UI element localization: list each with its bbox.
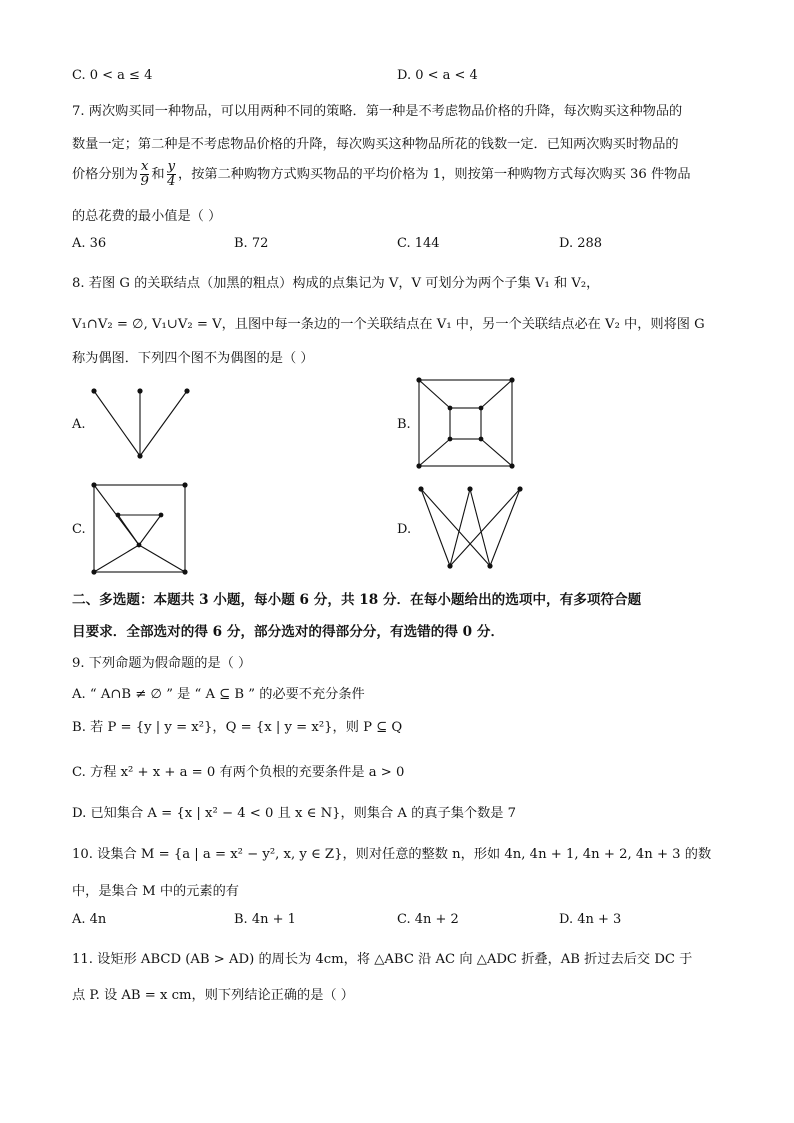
q7-fraction-y-over-4: $\frac{y}{4}$ [167,159,176,189]
q7-fraction-x-over-9: $\frac{x}{9}$ [140,159,149,189]
q11-line-2: 点 P. 设 AB = x cm，则下列结论正确的是（ ） [72,988,354,1003]
graph-a-label: A. [72,417,86,432]
q10-option-a: A. 4n [72,912,107,927]
q10-option-c: C. 4n + 2 [397,912,459,927]
section-2-heading-line-2: 目要求．全部选对的得 6 分，部分选对的得部分分，有选错的得 0 分． [72,624,505,640]
q7-line-3 [72,160,691,189]
graph-d-label: D. [397,522,412,537]
q7-line-3-post: ，按第二种购物方式购买物品的平均价格为 1，则按第一种购物方式每次购买 36 件物品 [178,166,691,182]
graph-b-label: B. [397,417,411,432]
q7-option-c: C. 144 [397,236,440,251]
q6-option-d: D. 0 < a < 4 [397,68,478,83]
q8-line-1: 8. 若图 G 的关联结点（加黑的粗点）构成的点集记为 V，V 可划分为两个子集 V₁ 和 V₂， [72,276,600,291]
q6-option-c: C. 0 < a ≤ 4 [72,68,153,83]
section-2-heading-line-1: 二、多选题：本题共 3 小题，每小题 6 分，共 18 分．在每小题给出的选项中，有多项符合题 [72,592,642,608]
q9-option-d: D. 已知集合 A = {x | x² − 4 < 0 且 x ∈ N}，则集合 A 的真子集个数是 7 [72,806,517,821]
q10-option-d: D. 4n + 3 [559,912,622,927]
q7-line-2: 数量一定；第二种是不考虑物品价格的升降，每次购买这种物品所花的钱数一定．已知两次购买时物品的 [72,137,679,152]
graph-b [413,375,519,471]
q9-stem: 9. 下列命题为假命题的是（ ） [72,656,252,671]
q9-option-b: B. 若 P = {y | y = x²}，Q = {x | y = x²}，则 P ⊆ Q [72,720,403,735]
q10-line-1: 10. 设集合 M = {a | a = x² − y², x, y ∈ Z}，则对任意的整数 n，形如 4n, 4n + 1, 4n + 2, 4n + 3 的数 [72,847,712,862]
q10-line-2: 中，是集合 M 中的元素的有 [72,884,239,899]
q11-line-1: 11. 设矩形 ABCD (AB > AD) 的周长为 4cm，将 △ABC 沿 AC 向 △ADC 折叠，AB 折过去后交 DC 于 [72,952,693,967]
graph-c-label: C. [72,522,86,537]
q7-option-d: D. 288 [559,236,603,251]
q7-line-1: 7. 两次购买同一种物品，可以用两种不同的策略．第一种是不考虑物品价格的升降，每次购买这种物品的 [72,104,683,119]
q7-option-b: B. 72 [234,236,269,251]
q7-line-4: 的总花费的最小值是（ ） [72,209,222,224]
q10-option-b: B. 4n + 1 [234,912,296,927]
q7-option-a: A. 36 [72,236,107,251]
q9-option-a: A. “ A∩B ≠ ∅ ” 是 “ A ⊆ B ” 的必要不充分条件 [72,687,365,702]
q8-line-3: 称为偶图．下列四个图不为偶图的是（ ） [72,351,314,366]
q8-line-2: V₁∩V₂ = ∅, V₁∪V₂ = V，且图中每一条边的一个关联结点在 V₁ 中，另一个关联结点必在 V₂ 中，则将图 G [72,317,705,332]
graph-d [413,482,527,572]
q7-and: 和 [151,166,165,182]
graph-c [88,480,192,576]
q9-option-c: C. 方程 x² + x + a = 0 有两个负根的充要条件是 a > 0 [72,765,405,780]
q7-line-3-pre: 价格分别为 [72,166,138,182]
graph-a [86,384,196,460]
